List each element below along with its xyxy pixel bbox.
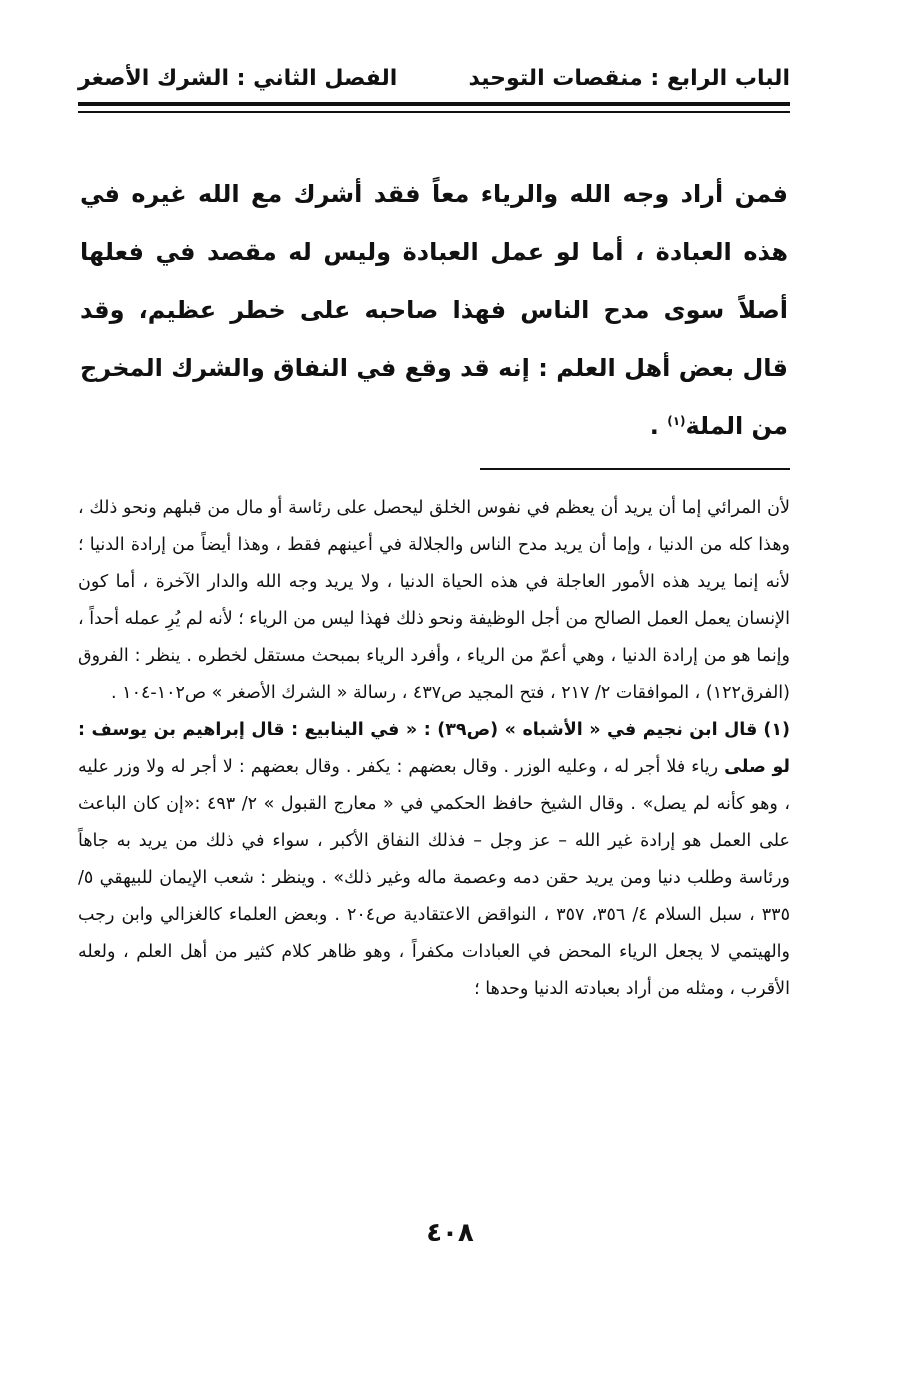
footnote-separator [480, 468, 790, 470]
header-rule-thin [78, 111, 790, 113]
footnotes [78, 490, 790, 1008]
footnote-1-text: رياء فلا أجر له ، وعليه الوزر . وقال بعضهم : يكفر . وقال بعضهم : لا أجر له ولا وزر عليه ، وهو كأنه لم يصل» . وقال الشيخ حافظ الحكمي في « معارج القبول » ٢/ ٤٩٣ :«إن كان الباعث على العمل هو إرادة غير الله – عز وجل – فذلك النفاق الأكبر ، سواء في ذلك من يريد به جاهاً ورئاسة وطلب دنيا ومن يريد حقن دمه وعصمة ماله وغير ذلك» . وينظر : شعب الإيمان للبيهقي ٥/ ٣٣٥ ، سبل السلام ٤/ ٣٥٦، ٣٥٧ ، النواقض الاعتقادية ص٢٠٤ . وبعض العلماء كالغزالي وابن رجب والهيتمي لا يجعل الرياء المحض في العبادات مكفراً ، وهو ظاهر كلام كثير من أهل العلم ، ولعله الأقرب ، ومثله من أراد بعبادته الدنيا وحدها ؛ [78, 757, 790, 999]
running-header [78, 58, 790, 98]
page-number: ٤٠٨ [426, 1218, 474, 1248]
footnote-1-lead: قال ابن نجيم في « الأشباه » (ص٣٩) : « في الينابيع : قال إبراهيم بن يوسف : لو صلى [78, 720, 790, 777]
main-paragraph [80, 165, 788, 455]
footnote-1-number: (١) [763, 720, 790, 740]
footnote-marker: (١) [667, 414, 686, 428]
chapter-title: الباب الرابع : منقصات التوحيد [468, 65, 790, 91]
header-rule-thick [78, 102, 790, 106]
main-text-end: . [649, 412, 668, 440]
footnote-1 [78, 712, 790, 1008]
section-title: الفصل الثاني : الشرك الأصغر [78, 65, 398, 91]
footnote-continuation: لأن المرائي إما أن يريد أن يعظم في نفوس الخلق ليحصل على رئاسة أو مال من قبلهم ونحو ذلك ، وهذا كله من الدنيا ، وإما أن يريد مدح الناس والجلالة في أعينهم فقط ، وهذا أيضاً من إرادة الدنيا ؛ لأنه إنما يريد هذه الأمور العاجلة في هذه الحياة الدنيا ، ولا يريد وجه الله والدار الآخرة ، أما كون الإنسان يعمل العمل الصالح من أجل الوظيفة ونحو ذلك فهذا ليس من الرياء ؛ لأنه لم يُرِ عمله أحداً ، وإنما هو من إرادة الدنيا ، وهي أعمّ من الرياء ، وأفرد الرياء بمبحث مستقل لخطره . ينظر : الفروق (الفرق١٢٢) ، الموافقات ٢/ ٢١٧ ، فتح المجيد ص٤٣٧ ، رسالة « الشرك الأصغر » ص١٠٢-١٠٤ . [78, 498, 790, 703]
main-text: فمن أراد وجه الله والرياء معاً فقد أشرك مع الله غيره في هذه العبادة ، أما لو عمل العبادة وليس له مقصد في فعلها أصلاً سوى مدح الناس فهذا صاحبه على خطر عظيم، وقد قال بعض أهل العلم : إنه قد وقع في النفاق والشرك المخرج من الملة [80, 180, 788, 440]
